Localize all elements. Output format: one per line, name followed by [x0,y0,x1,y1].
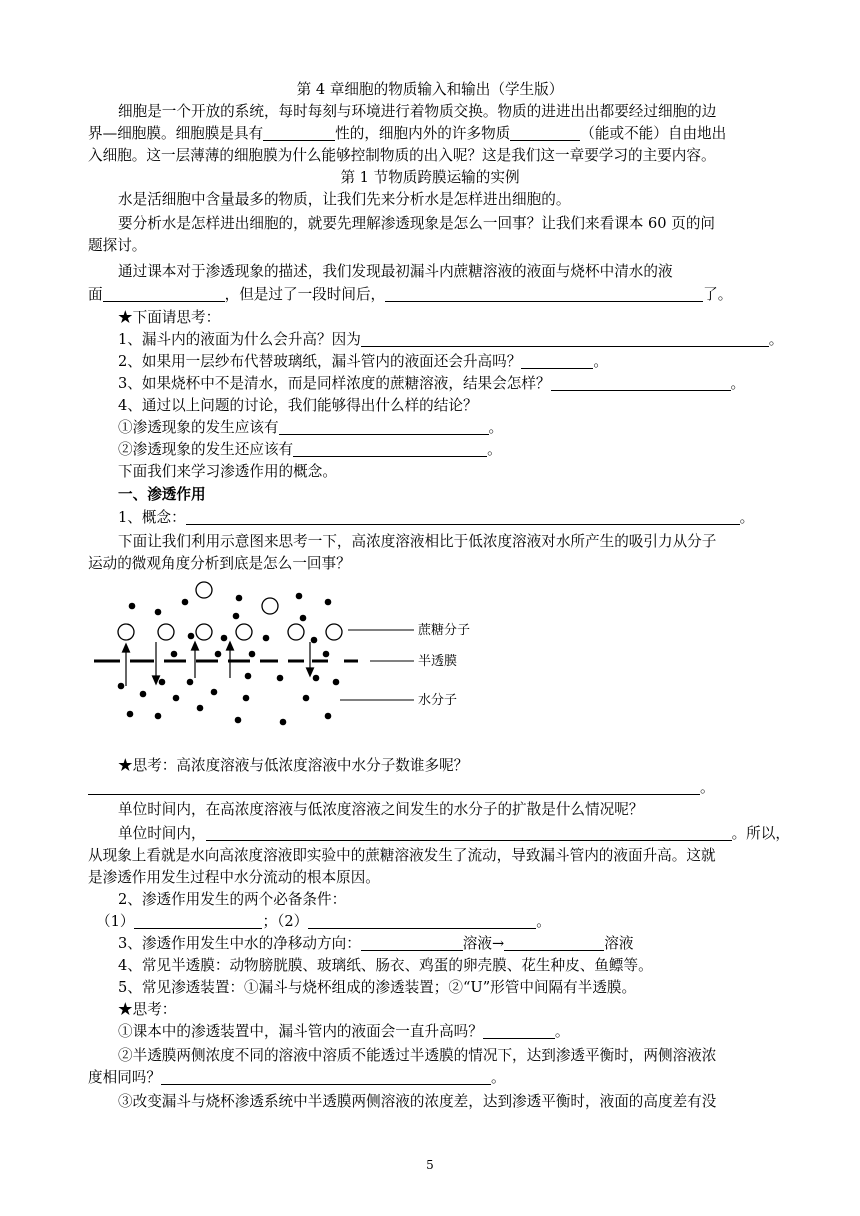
intro-line-3: 入细胞。这一层薄薄的细胞膜为什么能够控制物质的出入呢？这是我们这一章要学习的主要内容。 [88,147,716,164]
blank-field[interactable] [551,374,731,391]
blank-field[interactable] [134,912,262,929]
blank-field[interactable] [361,330,769,347]
blank-field[interactable] [385,285,703,302]
paragraph: 是渗透作用发生过程中水分流动的根本原因。 [88,869,380,886]
chapter-title: 第 4 章细胞的物质输入和输出（学生版） [296,81,564,98]
paragraph: 面 ，但是过了一段时间后， 了。 [88,286,733,303]
devices-line: 5、常见渗透装置：①漏斗与烧杯组成的渗透装置；②“U”形管中间隔有半透膜。 [118,979,637,996]
blank-field[interactable] [103,285,225,302]
think-item-1: ①课本中的渗透装置中，漏斗管内的液面会一直升高吗？ 。 [118,1023,570,1040]
question-2: 2、如果用一层纱布代替玻璃纸，漏斗管内的液面还会升高吗？ 。 [118,353,608,370]
paragraph: 通过课本对于渗透现象的描述，我们发现最初漏斗内蔗糖溶液的液面与烧杯中清水的液 [118,263,673,280]
blank-field[interactable] [263,124,335,141]
paragraph: 题探讨。 [88,237,147,254]
paragraph: 要分析水是怎样进出细胞的，就要先理解渗透现象是怎么一回事？让我们来看课本 60 页的问 [118,215,716,232]
label-membrane: 半透膜 [418,654,458,669]
blank-field[interactable] [161,1068,491,1085]
question-3: 3、如果烧杯中不是清水，而是同样浓度的蔗糖溶液，结果会怎样？ 。 [118,375,746,392]
paragraph: 水是活细胞中含量最多的物质，让我们先来分析水是怎样进出细胞的。 [118,191,571,208]
paragraph: 下面我们来学习渗透作用的概念。 [118,463,337,480]
sucrose-molecules [118,582,342,640]
blank-field[interactable] [206,824,732,841]
label-lines [340,630,414,700]
blank-field[interactable] [521,352,593,369]
conditions-line: （1） ；（2） 。 [96,913,551,930]
paragraph: 单位时间内， 。所以， [118,825,790,842]
blank-field[interactable] [186,508,740,525]
direction-line: 3、渗透作用发生中水的净移动方向： 溶液→ 溶液 [118,935,634,952]
membranes-line: 4、常见半透膜：动物膀胱膜、玻璃纸、肠衣、鸡蛋的卵壳膜、花生种皮、鱼鳔等。 [118,957,653,974]
label-sucrose: 蔗糖分子 [418,623,471,638]
paragraph: 从现象上看就是水向高浓度溶液即实验中的蔗糖溶液发生了流动，导致漏斗管内的液面升高。这就 [88,847,716,864]
water-molecules-bottom [118,673,340,726]
think-item-3: ③改变漏斗与烧杯渗透系统中半透膜两侧溶液的浓度差，达到渗透平衡时，液面的高度差有没 [118,1093,717,1110]
blank-field[interactable] [293,440,487,457]
heading-osmosis: 一、渗透作用 [118,486,206,503]
blank-field[interactable] [510,124,580,141]
paragraph: 单位时间内，在高浓度溶液与低浓度溶液之间发生的水分子的扩散是什么情况呢？ [118,801,644,818]
think-heading: ★下面请思考： [118,309,221,326]
think-3: ★思考： [118,1001,177,1018]
conclusion-1: ①渗透现象的发生应该有 。 [118,419,504,436]
paragraph: 下面让我们利用示意图来思考一下，高浓度溶液相比于低浓度溶液对水所产生的吸引力从分子 [118,533,717,550]
blank-field[interactable] [279,418,489,435]
diffusion-arrows [123,642,314,686]
conclusion-2: ②渗透现象的发生还应该有 。 [118,441,502,458]
page-number: 5 [426,1158,434,1172]
paragraph: 运动的微观角度分析到底是怎么一回事？ [88,555,351,572]
blank-field[interactable] [88,778,700,795]
question-1: 1、漏斗内的液面为什么会升高？因为 。 [118,331,784,348]
intro-line-2: 界—细胞膜。细胞膜是具有 性的，细胞内外的许多物质 （能或不能）自由地出 [88,125,727,142]
think-2: ★思考：高浓度溶液与低浓度溶液中水分子数谁多呢？ [118,757,469,774]
concept-line: 1、概念： 。 [118,509,755,526]
blank-field[interactable] [361,934,463,951]
conditions-heading: 2、渗透作用发生的两个必备条件： [118,891,347,908]
blank-field[interactable] [483,1022,555,1039]
section-title: 第 1 节物质跨膜运输的实例 [340,169,520,186]
blank-field[interactable] [308,912,536,929]
blank-field[interactable] [504,934,604,951]
arrow-icon: → [492,935,505,952]
answer-line: 。 [88,778,715,798]
think-item-2-cont: 度相同吗？ 。 [88,1069,506,1086]
label-water: 水分子 [418,693,458,708]
think-item-2: ②半透膜两侧浓度不同的溶液中溶质不能透过半透膜的情况下，达到渗透平衡时，两侧溶液浓 [118,1047,717,1064]
question-4: 4、通过以上问题的讨论，我们能够得出什么样的结论？ [118,397,478,414]
intro-line-1: 细胞是一个开放的系统，每时每刻与环境进行着物质交换。物质的进进出出都要经过细胞的边 [118,103,717,120]
osmosis-diagram [88,578,508,728]
